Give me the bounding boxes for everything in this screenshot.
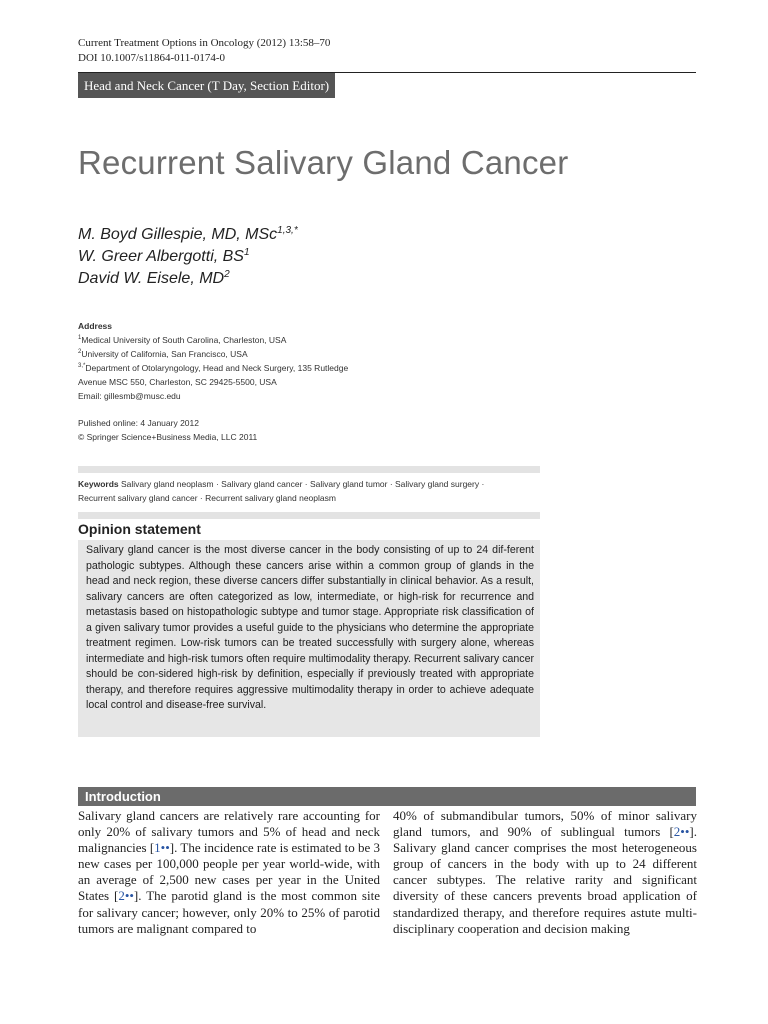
keywords-band-bottom — [78, 512, 540, 519]
keywords-band-top — [78, 466, 540, 473]
journal-header — [78, 36, 330, 66]
opinion-text: Salivary gland cancer is the most diverse cancer in the body consisting of up to 24 dif-ferent pathologic subtypes. Although these cancers arise within a common group of glands in the head and neck region, these diverse cancers differ substantially in clinical behavior. As a result, salivary cancers are often categorized as low, intermediate, or high-risk for recurrence and metastasis based on histopathologic subtype and tumor stage. Appropriate risk classification of a given salivary tumor provides a useful guide to the physicians who determine the appropriate treatment regimen. Low-risk tumors can be treated successfully with surgery alone, whereas intermediate and high-risk tumors often require multimodality therapy. Recurrent salivary cancer should be con-sidered high-risk by definition, especially if previously treated with appropriate therapy, and therefore requires aggressive multimodality therapy in order to achieve adequate local control and disease-free survival. — [86, 544, 534, 711]
author: W. Greer Albergotti, $BS^1$ — [78, 247, 250, 265]
author-list — [78, 224, 298, 290]
body-column-right: 40% of submandibular tumors, 50% of minor salivary gland tumors, and 90% of sublingual tumors [2••]. Salivary gland cancer comprises the most heterogeneous group of cancers in the body with up to 24 different cancer subtypes. The relative rarity and significant diversity of these cancers prevents broad application of standardized therapy, and therefore requires astute multi-disciplinary cooperation and decision making — [393, 808, 697, 936]
address-line: Avenue MSC 550, Charleston, SC 29425-5500, USA — [78, 377, 277, 387]
address-line: $^2$University of California, San Francisco, USA — [78, 349, 248, 359]
author: David W. Eisele, $MD^2$ — [78, 269, 230, 287]
keywords-line: Recurrent salivary gland cancer · Recurrent salivary gland neoplasm — [78, 493, 336, 503]
address-block — [78, 319, 478, 403]
email: Email: gillesmb@musc.edu — [78, 391, 181, 401]
keywords-label: Keywords — [78, 479, 119, 489]
doi: DOI 10.1007/s11864-011-0174-0 — [78, 52, 226, 64]
published-online: Pulished online: 4 January 2012 — [78, 418, 199, 428]
citation-link[interactable]: 2•• — [118, 888, 134, 904]
journal-citation: Current Treatment Options in Oncology (2012) 13:58–70 — [78, 37, 331, 49]
introduction-heading: Introduction — [85, 789, 161, 804]
article-title: Recurrent Salivary Gland Cancer — [78, 144, 569, 181]
publication-info — [78, 416, 478, 444]
opinion-heading: Opinion statement — [78, 521, 201, 537]
author: M. Boyd Gillespie, MD, MSc$^{1,3,*}$ — [78, 225, 298, 243]
citation-link[interactable]: 1•• — [154, 840, 170, 856]
keywords — [78, 477, 540, 505]
section-banner: Head and Neck Cancer (T Day, Section Editor) — [78, 73, 335, 98]
introduction-bar — [78, 787, 696, 806]
address-line: $^{3,*}$Department of Otolaryngology, Head and Neck Surgery, 135 Rutledge — [78, 363, 349, 373]
citation-link[interactable]: 2•• — [673, 824, 690, 840]
body-column-left: Salivary gland cancers are relatively rare accounting for only 20% of salivary tumors and 5% of head and neck malignancies [1••]. The incidence rate is estimated to be 3 new cases per 100,000 people per year world-wide, with an average of 2,500 new cases per year in the United States [2••]. The parotid gland is the most common site for salivary cancer; however, only 20% to 25% of parotid tumors are malignant compared to — [78, 808, 380, 936]
copyright: © Springer Science+Business Media, LLC 2011 — [78, 432, 258, 442]
address-label: Address — [78, 321, 113, 331]
address-line: $^1$Medical University of South Carolina, Charleston, USA — [78, 335, 287, 345]
keywords-line: Salivary gland neoplasm · Salivary gland cancer · Salivary gland tumor · Salivary gland surgery · — [121, 479, 485, 489]
